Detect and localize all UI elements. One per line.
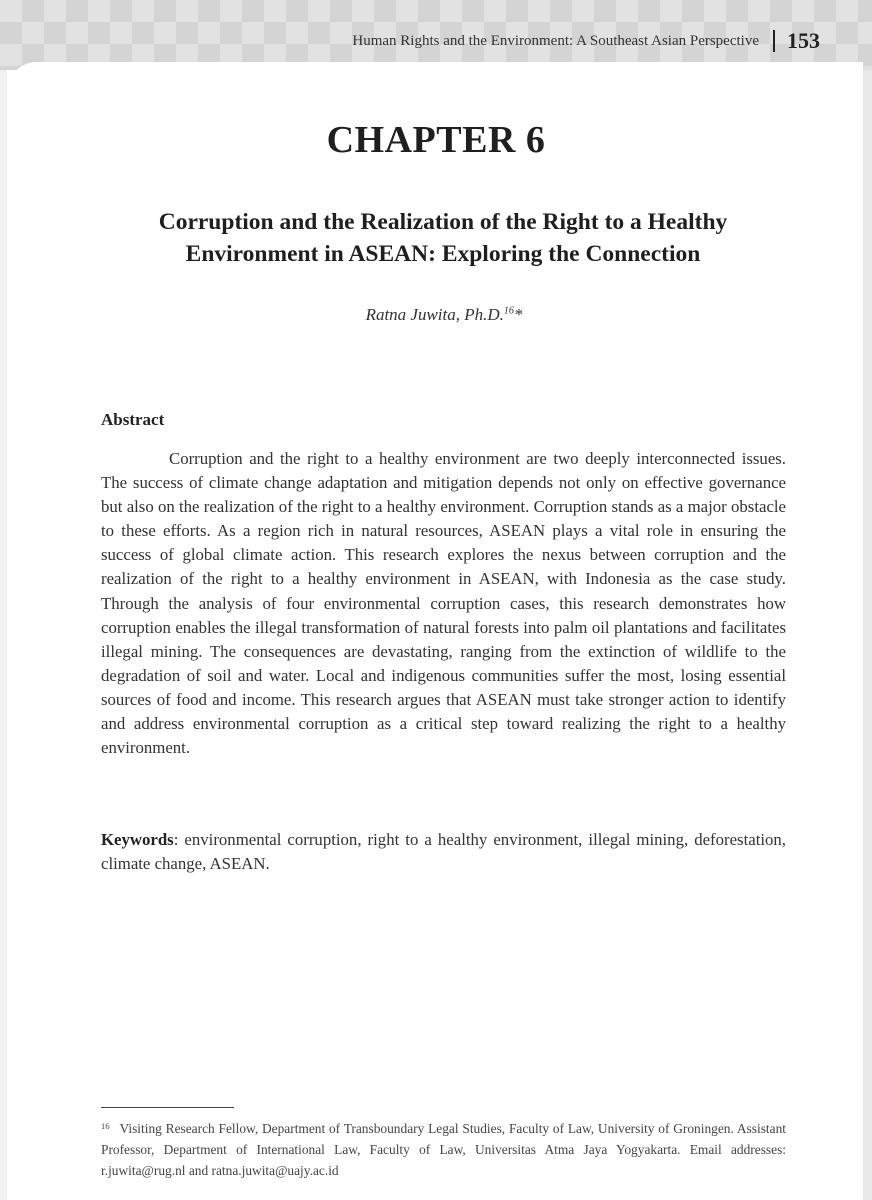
keywords-label: Keywords [101,830,174,849]
running-head [352,28,820,54]
abstract-heading: Abstract [101,410,165,429]
author-footnote-mark: 16 [503,305,514,317]
keywords-text: : environmental corruption, right to a healthy environment, illegal mining, deforestation, climate change, ASEAN. [101,830,786,873]
chapter-label: CHAPTER 6 [326,119,546,161]
keywords-line [101,828,786,876]
chapter-title: Corruption and the Realization of the Right to a Healthy Environment in ASEAN: Exploring the Connection [158,209,728,267]
author-name: Ratna Juwita, Ph.D. [365,305,504,324]
footnote-rule [101,1107,234,1108]
page-number: 153 [787,28,820,53]
abstract-body [101,447,786,760]
abstract-paragraph: Corruption and the right to a healthy environment are two deeply interconnected issues. The success of climate change adaptation and mitigation depends not only on effective governance but also on the realization of the right to a healthy environment. Corruption stands as a major obstacle to these efforts. As a region rich in natural resources, ASEAN plays a vital role in ensuring the success of global climate action. This research explores the nexus between corruption and the realization of the right to a healthy environment in ASEAN, with Indonesia as the case study. Through the analysis of four environmental corruption cases, this research demonstrates how corruption enables the illegal transformation of natural forests into palm oil plantations and facilitates illegal mining. The consequences are devastating, ranging from the extinction of wildlife to the degradation of soil and water. Local and indigenous communities suffer the most, losing essential sources of food and income. This research argues that ASEAN must take stronger action to identify and address environmental corruption as a critical step toward realizing the right to a healthy environment. [101,449,786,758]
running-title: Human Rights and the Environment: A Southeast Asian Perspective [352,32,759,49]
page-right-edge [863,70,872,1200]
author-asterisk: * [513,305,523,324]
footnote-mark: 16 [101,1121,110,1131]
footnote-text: Visiting Research Fellow, Department of Transboundary Legal Studies, Faculty of Law, University of Groningen. Assistant Professor, Department of International Law, Faculty of Law, Universitas Atma Jaya Yogyakarta. Email addresses: r.juwita@rug.nl and ratna.juwita@uajy.ac.id [101,1121,786,1178]
page-left-edge [0,70,7,1200]
author-line [0,305,872,325]
running-head-divider [773,30,775,52]
footnote [101,1118,786,1181]
